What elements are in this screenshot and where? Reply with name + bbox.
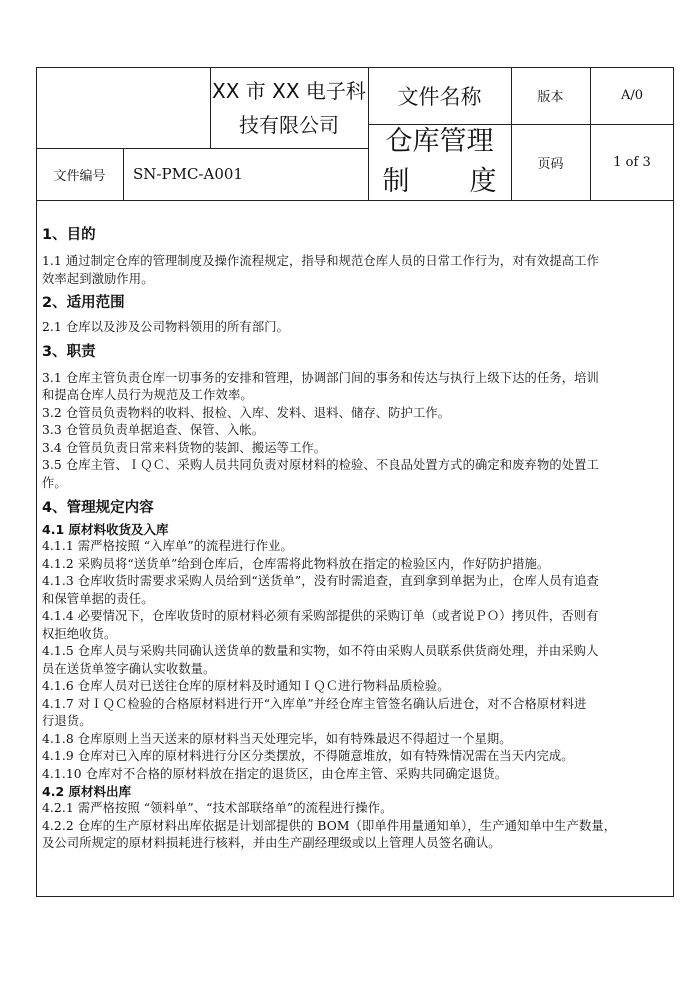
page-label: 页码 [537,156,564,172]
document-body [42,226,670,853]
section-1-title: 1、目的 [42,227,96,243]
section-4-2-title: 4.2 原材料出库 [42,784,131,799]
para-2-1: 2.1 仓库以及涉及公司物料领用的所有部门。 [42,320,290,334]
para-1-1-line1: 1.1 通过制定仓库的管理制度及操作流程规定，指导和规范仓库人员的日常工作行为，对有效提高工作 [42,254,599,268]
version-value: A/0 [620,88,644,103]
item-4-1-3-line2: 和保管单据的责任。 [42,591,154,606]
item-4-1-4-line2: 权拒绝收货。 [42,626,117,641]
company-name [210,67,368,148]
item-4-1-10: 4.1.10 仓库对不合格的原材料放在指定的退货区，由仓库主管、采购共同确定退货。 [42,766,508,781]
para-3-5-line2: 作。 [42,475,67,490]
doc-title-line1: 仓库管理 [385,126,494,157]
para-3-3: 3.3 仓管员负责单据追查、保管、入帐。 [42,423,265,437]
item-4-1-6: 4.1.6 仓库人员对已送往仓库的原材料及时通知ＩＱＣ进行物料品质检验。 [42,679,450,693]
item-4-2-1: 4.2.1 需严格按照 “领料单”、“技术部联络单”的流程进行操作。 [42,801,393,815]
para-3-2: 3.2 仓管员负责物料的收料、报检、入库、发料、退料、储存、防护工作。 [42,405,451,420]
item-4-1-1: 4.1.1 需严格按照 “入库单”的流程进行作业。 [42,539,293,553]
doc-title-char-a: 制 [382,166,410,197]
para-3-4: 3.4 仓管员负责日常来料货物的装卸、搬运等工作。 [42,440,327,455]
item-4-1-5-line2: 员在送货单签字确认实收数量。 [42,661,216,676]
section-4-1-title: 4.1 原材料收货及入库 [42,522,169,537]
para-3-1-line2: 和提高仓库人员行为规范及工作效率。 [42,388,253,402]
item-4-1-9: 4.1.9 仓库对已入库的原材料进行分区分类摆放，不得随意堆放，如有特殊情况需在当天内完成。 [42,749,574,763]
item-4-2-2-line2: 及公司所规定的原材料损耗进行核料，并由生产副经理级或以上管理人员签名确认。 [42,836,501,850]
para-3-1-line1: 3.1 仓库主管负责仓库一切事务的安排和管理，协调部门间的事务和传达与执行上级下达的任务，培训 [42,370,599,385]
doc-no-label: 文件编号 [53,168,106,184]
item-4-1-4-line1: 4.1.4 必要情况下，仓库收货时的原材料必须有采购部提供的采购订单（或者说ＰＯ）拷贝件，否则有 [42,609,599,623]
item-4-1-7-line2: 行退货。 [42,714,92,728]
doc-no-value: SN-PMC-A001 [133,165,243,183]
version-label: 版本 [537,90,564,105]
item-4-1-5-line1: 4.1.5 仓库人员与采购共同确认送货单的数量和实物，如不符由采购人员联系供货商处理，并由采购人 [42,644,599,658]
section-4-title: 4、管理规定内容 [42,500,154,516]
para-1-1-line2: 效率起到激励作用。 [42,271,154,286]
company-name-line2: 技有限公司 [239,112,339,137]
section-2-title: 2、适用范围 [42,295,125,311]
company-name-line1: XX 市 XX 电子科 [212,78,366,103]
section-3-title: 3、职责 [42,343,96,360]
doc-title-char-b: 度 [469,166,497,197]
doc-title [368,124,511,200]
item-4-1-8: 4.1.8 仓库原则上当天送来的原材料当天处理完毕，如有特殊最迟不得超过一个星期。 [42,731,512,746]
page-value: 1 of 3 [613,154,651,170]
para-3-5-line1: 3.5 仓库主管、ＩＱＣ、采购人员共同负责对原材料的检验、不良品处置方式的确定和废弃物的处置工 [42,458,599,472]
item-4-1-2: 4.1.2 采购员将“送货单”给到仓库后，仓库需将此物料放在指定的检验区内，作好防护措施。 [42,556,550,571]
header-bottom-line [36,200,674,201]
doc-name-label: 文件名称 [397,84,482,109]
item-4-1-3-line1: 4.1.3 仓库收货时需要求采购人员给到“送货单”，没有时需追查，直到拿到单据为止，仓库人员有追查 [42,574,599,588]
item-4-2-2-line1: 4.2.2 仓库的生产原材料出库依据是计划部提供的 BOM（即单件用量通知单），生产通知单中生产数量， [42,818,617,833]
item-4-1-7-line1: 4.1.7 对ＩＱＣ检验的合格原材料进行开“入库单”并经仓库主管签名确认后进仓，对不合格原材料进 [42,696,587,711]
